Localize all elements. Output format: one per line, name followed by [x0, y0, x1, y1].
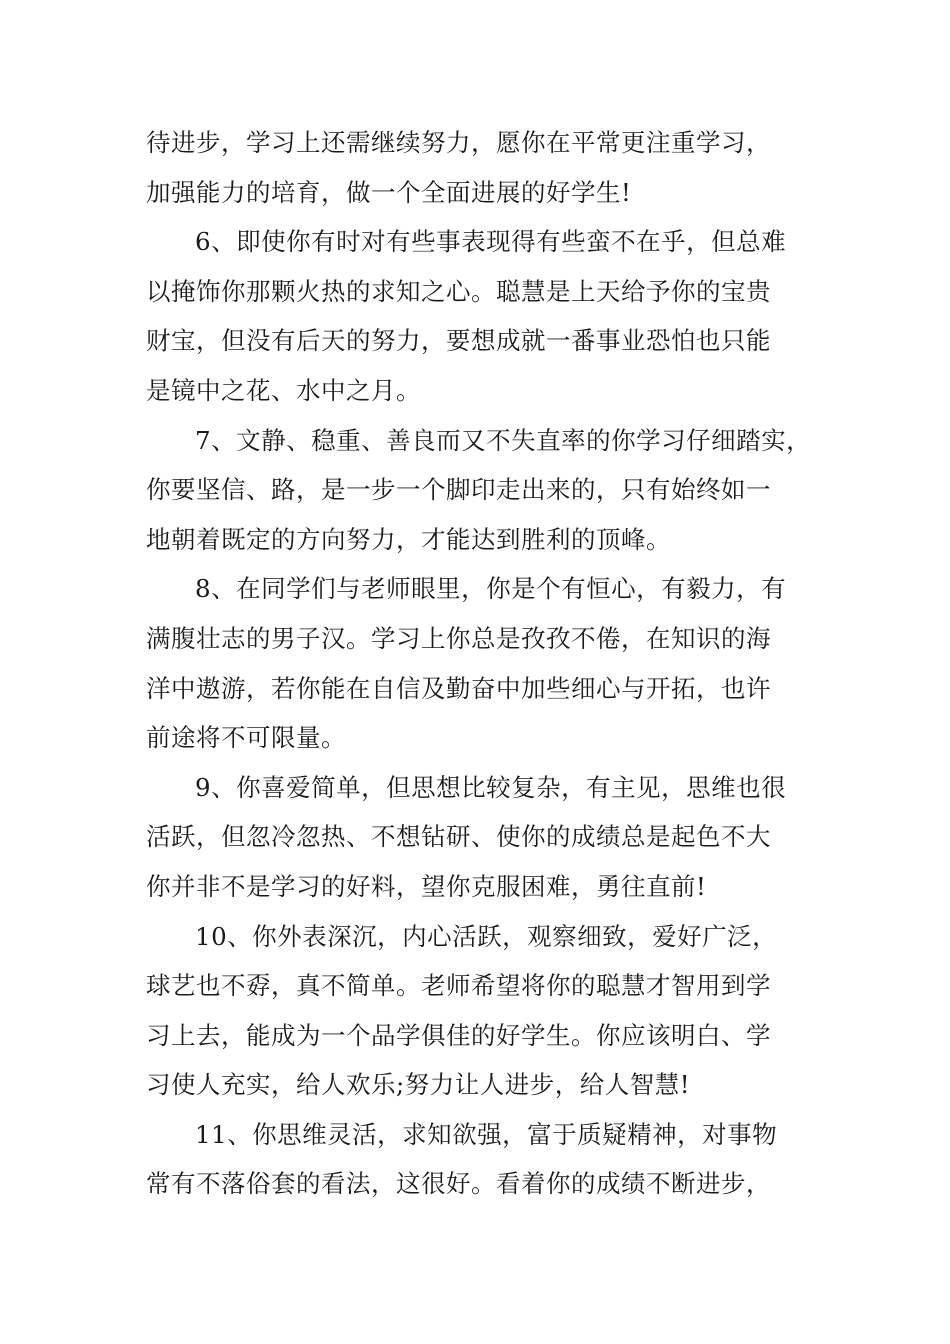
- text-line: 财宝，但没有后天的努力，要想成就一番事业恐怕也只能: [146, 326, 771, 356]
- text-line: 习使人充实，给人欢乐;努力让人进步，给人智慧!: [146, 1070, 691, 1100]
- text-line: 以掩饰你那颗火热的求知之心。聪慧是上天给予你的宝贵: [146, 276, 771, 306]
- text-line: 球艺也不孬，真不简单。老师希望将你的聪慧才智用到学: [146, 971, 771, 1001]
- paragraph-6: [146, 217, 826, 415]
- text-line: 洋中遨游，若你能在自信及勤奋中加些细心与开拓，也许: [146, 673, 771, 703]
- paragraph-continued: [146, 118, 826, 217]
- text-line: 6、即使你有时对有些事表现得有些蛮不在乎，但总难: [195, 227, 787, 257]
- text-line: 待进步，学习上还需继续努力，愿你在平常更注重学习，: [146, 128, 771, 157]
- paragraph-10: [146, 912, 826, 1110]
- text-line: 加强能力的培育，做一个全面进展的好学生!: [146, 177, 632, 207]
- text-line: 满腹壮志的男子汉。学习上你总是孜孜不倦，在知识的海: [146, 623, 771, 653]
- paragraph-8: [146, 564, 826, 762]
- paragraph-9: [146, 763, 826, 912]
- paragraph-11: [146, 1110, 826, 1209]
- paragraph-7: [146, 416, 826, 565]
- text-line: 你要坚信、路，是一步一个脚印走出来的，只有始终如一: [146, 475, 771, 505]
- text-line: 你并非不是学习的好料，望你克服困难，勇往直前!: [146, 871, 707, 901]
- text-line: 8、在同学们与老师眼里，你是个有恒心，有毅力，有: [195, 574, 787, 604]
- text-line: 前途将不可限量。: [146, 723, 346, 753]
- text-line: 10、你外表深沉，内心活跃，观察细致，爱好广泛，: [195, 921, 778, 951]
- document-body: [146, 118, 826, 1209]
- text-line: 是镜中之花、水中之月。: [146, 375, 421, 405]
- text-line: 11、你思维灵活，求知欲强，富于质疑精神，对事物: [195, 1119, 778, 1149]
- text-line: 7、文静、稳重、善良而又不失直率的你学习仔细踏实，: [195, 425, 812, 455]
- text-line: 习上去，能成为一个品学俱佳的好学生。你应该明白、学: [146, 1020, 771, 1050]
- text-line: 地朝着既定的方向努力，才能达到胜利的顶峰。: [146, 524, 671, 554]
- text-line: 9、你喜爱简单，但思想比较复杂，有主见，思维也很: [195, 772, 787, 802]
- text-line: 活跃，但忽冷忽热、不想钻研、使你的成绩总是起色不大: [146, 822, 771, 852]
- text-line: 常有不落俗套的看法，这很好。看着你的成绩不断进步，: [146, 1169, 771, 1199]
